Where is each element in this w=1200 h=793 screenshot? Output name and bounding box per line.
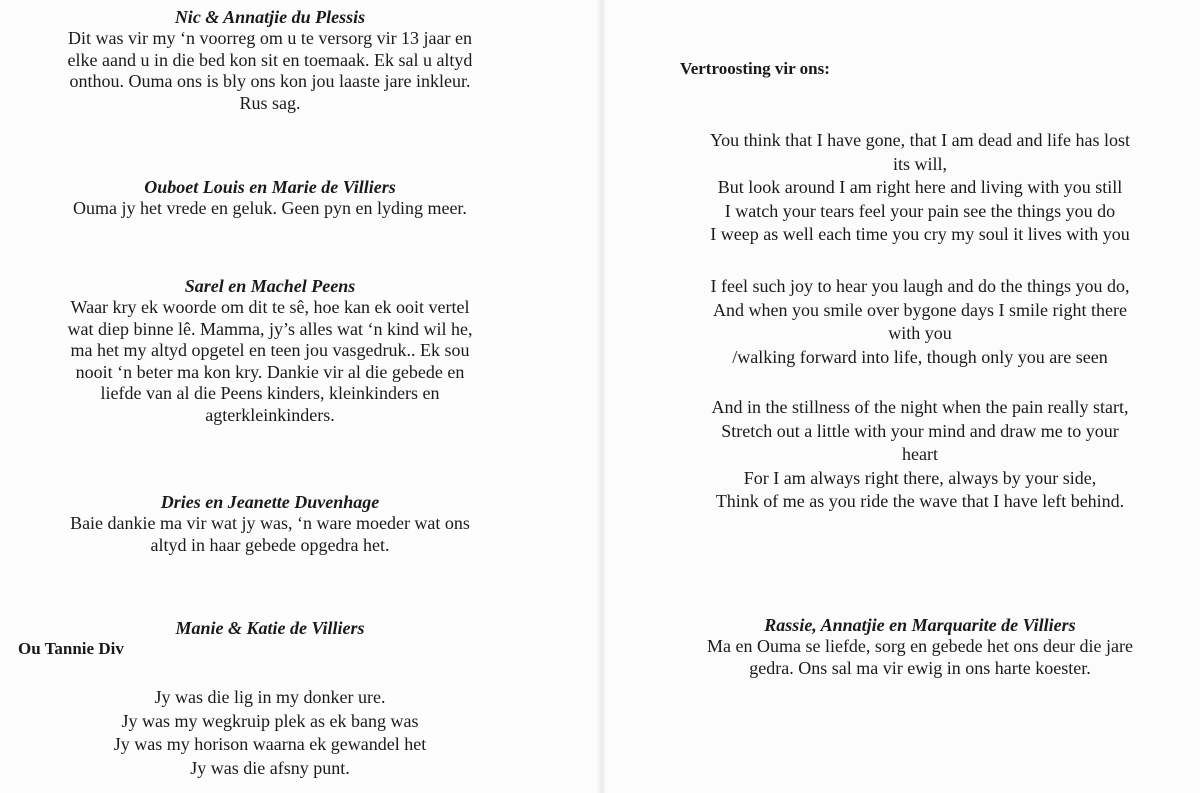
tribute-line: Rus sag. [239,92,301,113]
tribute-line: wat diep binne lê. Mamma, jy’s alles wat ‘n kind wil he, [67,318,473,339]
poem-stanza-2 [640,275,1200,369]
poem-line: Jy was die lig in my donker ure. [154,687,386,707]
tribute-du-plessis [0,6,540,114]
tribute-name: Manie & Katie de Villiers [175,618,365,638]
poem-line: /walking forward into life, though only you are seen [732,346,1108,367]
poem-line: Jy was my horison waarna ek gewandel het [113,734,427,754]
tribute-line: altyd in haar gebede opgedra het. [150,534,390,555]
poem-line: You think that I have gone, that I am dead and life has lost [709,130,1131,150]
tribute-line: Dit was vir my ‘n voorreg om u te versorg vir 13 jaar en [67,28,473,48]
poem-line: Think of me as you ride the wave that I have left behind. [715,491,1125,511]
tribute-louis-de-villiers [0,176,540,220]
poem-line: its will, [892,153,947,174]
tribute-name: Sarel en Machel Peens [184,276,356,296]
tribute-rassie-de-villiers [640,614,1200,679]
page-fold [596,0,606,793]
poem-line: with you [888,323,952,343]
tribute-line: elke aand u in die bed kon sit en toemaak. Ek sal u altyd [67,49,473,70]
tribute-line: onthou. Ouma ons is bly ons kon jou laaste jare inkleur. [69,71,471,91]
tribute-line: gedra. Ons sal ma vir ewig in ons harte koester. [749,657,1091,678]
poem-line: Stretch out a little with your mind and draw me to your [721,420,1119,441]
poem-line: I weep as well each time you cry my soul it lives with you [710,224,1130,244]
poem-line: But look around I am right here and living with you still [717,177,1123,197]
tribute-line: nooit ‘n beter ma kon kry. Dankie vir al die gebede en [75,361,465,382]
tribute-line: liefde van al die Peens kinders, kleinkinders en [100,383,440,403]
tribute-name: Nic & Annatjie du Plessis [174,7,366,27]
poem-heading: Vertroosting vir ons: [680,59,830,78]
tribute-line: Baie dankie ma vir wat jy was, ‘n ware moeder wat ons [70,513,470,533]
tribute-duvenhage [0,491,540,556]
poem-line: I feel such joy to hear you laugh and do the things you do, [710,276,1130,296]
tribute-line: agterkleinkinders. [205,404,335,425]
tribute-line: Ouma jy het vrede en geluk. Geen pyn en lyding meer. [73,198,467,218]
tribute-poem-afrikaans [0,686,540,780]
tribute-name: Rassie, Annatjie en Marquarite de Villiers [764,615,1076,635]
poem-line: Jy was die afsny punt. [190,757,350,778]
poem-line: heart [902,444,938,464]
poem-line: For I am always right there, always by your side, [743,467,1097,488]
tribute-line: ma het my altyd opgetel en teen jou vasgedruk.. Ek sou [70,340,470,360]
poem-line: And in the stillness of the night when the pain really start, [711,397,1129,417]
poem-line: Jy was my wegkruip plek as ek bang was [121,710,419,731]
poem-line: I watch your tears feel your pain see the things you do [724,200,1116,221]
tribute-name: Ouboet Louis en Marie de Villiers [144,177,396,197]
tribute-line: Waar kry ek woorde om dit te sê, hoe kan ek ooit vertel [70,297,470,317]
poem-stanza-3 [640,396,1200,514]
tribute-line: Ma en Ouma se liefde, sorg en gebede het ons deur die jare [706,636,1133,656]
tribute-manie-de-villiers [0,617,540,639]
tribute-peens [0,275,540,426]
poem-line: And when you smile over bygone days I smile right there [713,299,1127,320]
poem-stanza-1 [640,129,1200,247]
tribute-name: Dries en Jeanette Duvenhage [160,492,380,512]
tribute-subheading: Ou Tannie Div [18,639,124,658]
